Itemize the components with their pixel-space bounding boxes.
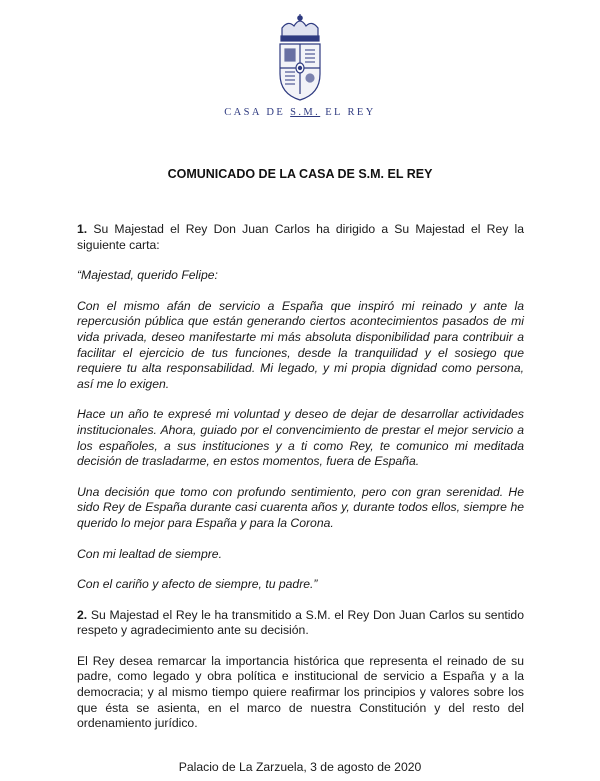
letter-closing-2: Con el cariño y afecto de siempre, tu padre.” xyxy=(77,577,318,592)
section-2-paragraph-2: El Rey desea remarcar la importancia histórica que representa el reinado de su padre, como legado y obra política e institucional de servicio a España y a la democracia; y al mismo tiempo quiere reafirmar los principios y valores sobre los que ésta se asienta, en el marco de nuestra Constitución y del resto del ordenamiento jurídico. xyxy=(77,653,524,731)
section-2-paragraph-1 xyxy=(77,608,524,639)
letter-paragraph-2: Hace un año te expresé mi voluntad y deseo de dejar de desarrollar actividades institucionales. Ahora, guiado por el convencimiento de prestar el mejor servicio a los españoles, a sus instituciones y a ti como Rey, te comunico mi meditada decisión de trasladarme, en estos momentos, fuera de España. xyxy=(77,407,524,469)
royal-crest-icon xyxy=(268,14,332,102)
section-2-text: Su Majestad el Rey le ha transmitido a S.M. el Rey Don Juan Carlos su sentido respeto y agradecimiento ante su decisión. xyxy=(77,607,524,638)
letter-greeting: “Majestad, querido Felipe: xyxy=(77,268,218,283)
section-1-number: 1. xyxy=(77,222,88,236)
section-2-number: 2. xyxy=(77,607,88,622)
section-1-text: Su Majestad el Rey Don Juan Carlos ha dirigido a Su Majestad el Rey la siguiente carta: xyxy=(77,222,524,252)
letter-paragraph-1: Con el mismo afán de servicio a España que inspiró mi reinado y ante la repercusión pública que están generando ciertos acontecimientos pasados de mi vida privada, deseo manifestarte mi más absoluta disponibilidad para contribuir a facilitar el ejercicio de tus funciones, desde la tranquilidad y el sosiego que requiere tu alta responsabilidad. Mi legado, y mi propia dignidad como persona, así me lo exigen. xyxy=(77,298,524,391)
letter-paragraph-3: Una decisión que tomo con profundo sentimiento, pero con gran serenidad. He sido Rey de España durante casi cuarenta años y, durante todos ellos, siempre he querido lo mejor para España y para la Corona. xyxy=(77,484,524,530)
document-title: COMUNICADO DE LA CASA DE S.M. EL REY xyxy=(167,167,433,181)
section-1-intro xyxy=(77,222,524,253)
document-footer: Palacio de La Zarzuela, 3 de agosto de 2020 xyxy=(178,760,422,774)
royal-house-header xyxy=(0,107,600,118)
house-name-end: EL REY xyxy=(320,107,376,118)
letter-closing-1: Con mi lealtad de siempre. xyxy=(77,546,222,561)
house-name-start: CASA DE xyxy=(224,107,291,118)
document-body xyxy=(77,222,524,732)
house-name-sm: S.M. xyxy=(290,107,321,118)
